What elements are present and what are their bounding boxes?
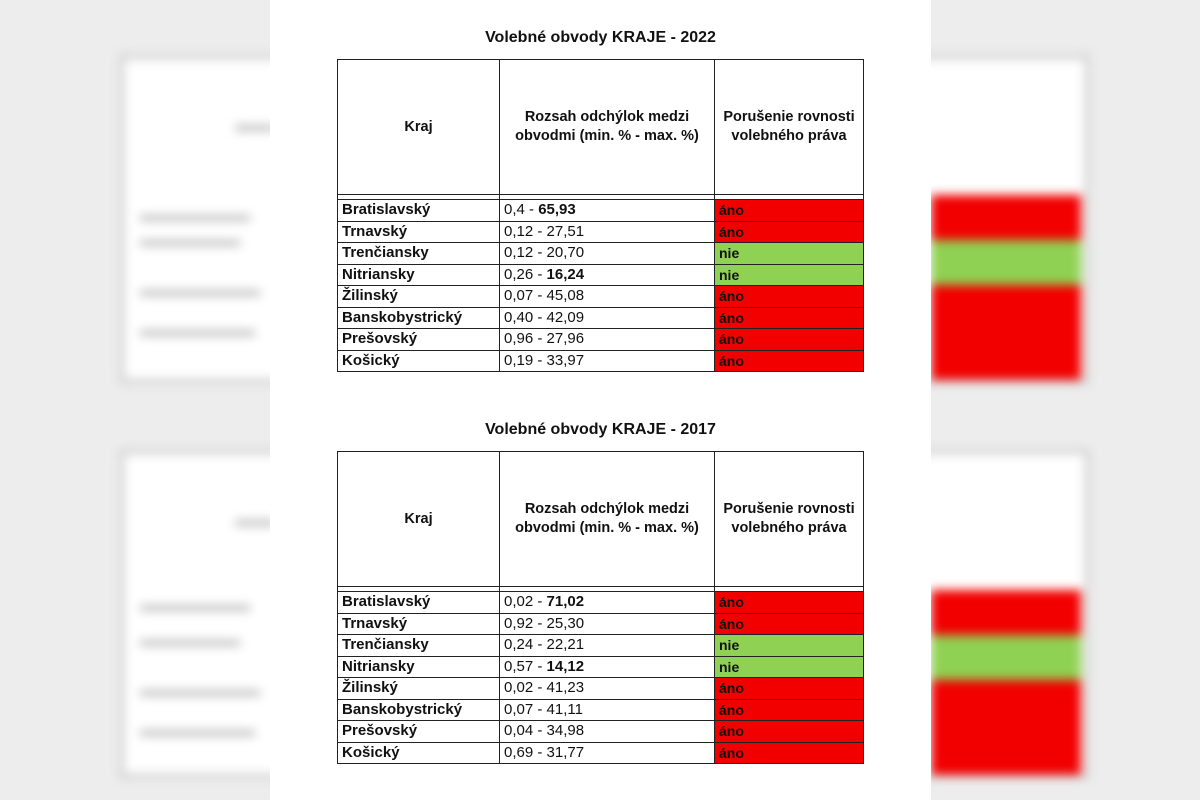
region-name: Bratislavský: [338, 200, 500, 222]
table-row: [338, 350, 864, 372]
region-name: Banskobystrický: [338, 699, 500, 721]
blurred-background-left: [0, 0, 270, 800]
region-name: Prešovský: [338, 329, 500, 351]
header-range: Rozsah odchýlok medzi obvodmi (min. % - max. %): [500, 60, 715, 195]
table-row: [338, 243, 864, 265]
range-max: 71,02: [546, 593, 585, 611]
deviation-range: 0,07 - 41,11: [500, 699, 715, 721]
violation-status: áno: [715, 329, 864, 351]
range-max: 33,97: [546, 351, 585, 369]
range-min: 0,04: [504, 722, 534, 740]
violation-status: áno: [715, 742, 864, 764]
violation-status: áno: [715, 286, 864, 308]
deviation-range: 0,12 - 20,70: [500, 243, 715, 265]
table-row: [338, 592, 864, 614]
table-row: [338, 307, 864, 329]
region-name: Trnavský: [338, 221, 500, 243]
table-row: [338, 286, 864, 308]
blurred-background-right: [931, 0, 1200, 800]
table-row: [338, 200, 864, 222]
violation-status: áno: [715, 200, 864, 222]
deviation-range: 0,12 - 27,51: [500, 221, 715, 243]
table-row: [338, 699, 864, 721]
violation-status: áno: [715, 350, 864, 372]
range-min: 0,02: [504, 679, 534, 697]
range-min: 0,02: [504, 593, 534, 611]
document-page: [270, 0, 931, 800]
range-max: 41,11: [546, 700, 583, 718]
violation-status: áno: [715, 592, 864, 614]
violation-status: áno: [715, 221, 864, 243]
violation-status: áno: [715, 613, 864, 635]
header-range: Rozsah odchýlok medzi obvodmi (min. % - max. %): [500, 452, 715, 587]
violation-status: nie: [715, 656, 864, 678]
range-max: 45,08: [546, 287, 585, 305]
range-max: 27,51: [546, 222, 585, 240]
deviation-range: 0,96 - 27,96: [500, 329, 715, 351]
table-row: [338, 678, 864, 700]
table-row: [338, 264, 864, 286]
range-max: 22,21: [546, 636, 585, 654]
deviation-range: 0,40 - 42,09: [500, 307, 715, 329]
table-body-2017: [338, 587, 864, 764]
table-row: [338, 742, 864, 764]
table-row: [338, 656, 864, 678]
deviation-range: 0,02 - 71,02: [500, 592, 715, 614]
table-row: [338, 329, 864, 351]
region-name: Bratislavský: [338, 592, 500, 614]
deviation-range: 0,57 - 14,12: [500, 656, 715, 678]
header-violation: Porušenie rovnosti volebného práva: [715, 60, 864, 195]
header-kraj: Kraj: [338, 60, 500, 195]
region-name: Nitriansky: [338, 656, 500, 678]
region-name: Košický: [338, 742, 500, 764]
range-max: 14,12: [546, 657, 585, 675]
range-max: 34,98: [546, 722, 585, 740]
violation-status: áno: [715, 699, 864, 721]
violation-status: nie: [715, 635, 864, 657]
table-2017: [337, 451, 864, 764]
range-min: 0,4: [504, 201, 525, 219]
range-min: 0,12: [504, 222, 534, 240]
deviation-range: 0,19 - 33,97: [500, 350, 715, 372]
deviation-range: 0,4 - 65,93: [500, 200, 715, 222]
region-name: Trenčiansky: [338, 635, 500, 657]
region-name: Žilinský: [338, 286, 500, 308]
range-min: 0,57: [504, 657, 534, 675]
violation-status: áno: [715, 721, 864, 743]
header-kraj: Kraj: [338, 452, 500, 587]
violation-status: áno: [715, 307, 864, 329]
table-row: [338, 221, 864, 243]
deviation-range: 0,04 - 34,98: [500, 721, 715, 743]
violation-status: áno: [715, 678, 864, 700]
range-max: 41,23: [546, 679, 585, 697]
range-min: 0,40: [504, 308, 534, 326]
range-max: 27,96: [546, 330, 585, 348]
violation-status: nie: [715, 243, 864, 265]
range-min: 0,92: [504, 614, 534, 632]
range-min: 0,24: [504, 636, 534, 654]
table-title-2022: Volebné obvody KRAJE - 2022: [485, 29, 716, 46]
range-min: 0,12: [504, 244, 534, 262]
range-min: 0,96: [504, 330, 534, 348]
header-violation: Porušenie rovnosti volebného práva: [715, 452, 864, 587]
range-min: 0,19: [504, 351, 534, 369]
region-name: Trnavský: [338, 613, 500, 635]
range-max: 20,70: [546, 244, 585, 262]
deviation-range: 0,92 - 25,30: [500, 613, 715, 635]
table-title-2017: Volebné obvody KRAJE - 2017: [485, 421, 716, 438]
range-max: 65,93: [538, 201, 576, 219]
range-min: 0,26: [504, 265, 534, 283]
range-max: 25,30: [546, 614, 585, 632]
table-2022: [337, 59, 864, 372]
deviation-range: 0,07 - 45,08: [500, 286, 715, 308]
range-min: 0,07: [504, 700, 534, 718]
region-name: Košický: [338, 350, 500, 372]
table-row: [338, 613, 864, 635]
deviation-range: 0,69 - 31,77: [500, 742, 715, 764]
table-body-2022: [338, 195, 864, 372]
deviation-range: 0,26 - 16,24: [500, 264, 715, 286]
range-min: 0,69: [504, 743, 534, 761]
region-name: Banskobystrický: [338, 307, 500, 329]
range-max: 42,09: [546, 308, 585, 326]
region-name: Nitriansky: [338, 264, 500, 286]
range-min: 0,07: [504, 287, 534, 305]
range-max: 31,77: [546, 743, 585, 761]
region-name: Žilinský: [338, 678, 500, 700]
range-max: 16,24: [546, 265, 585, 283]
region-name: Trenčiansky: [338, 243, 500, 265]
violation-status: nie: [715, 264, 864, 286]
region-name: Prešovský: [338, 721, 500, 743]
deviation-range: 0,24 - 22,21: [500, 635, 715, 657]
table-row: [338, 635, 864, 657]
deviation-range: 0,02 - 41,23: [500, 678, 715, 700]
table-row: [338, 721, 864, 743]
